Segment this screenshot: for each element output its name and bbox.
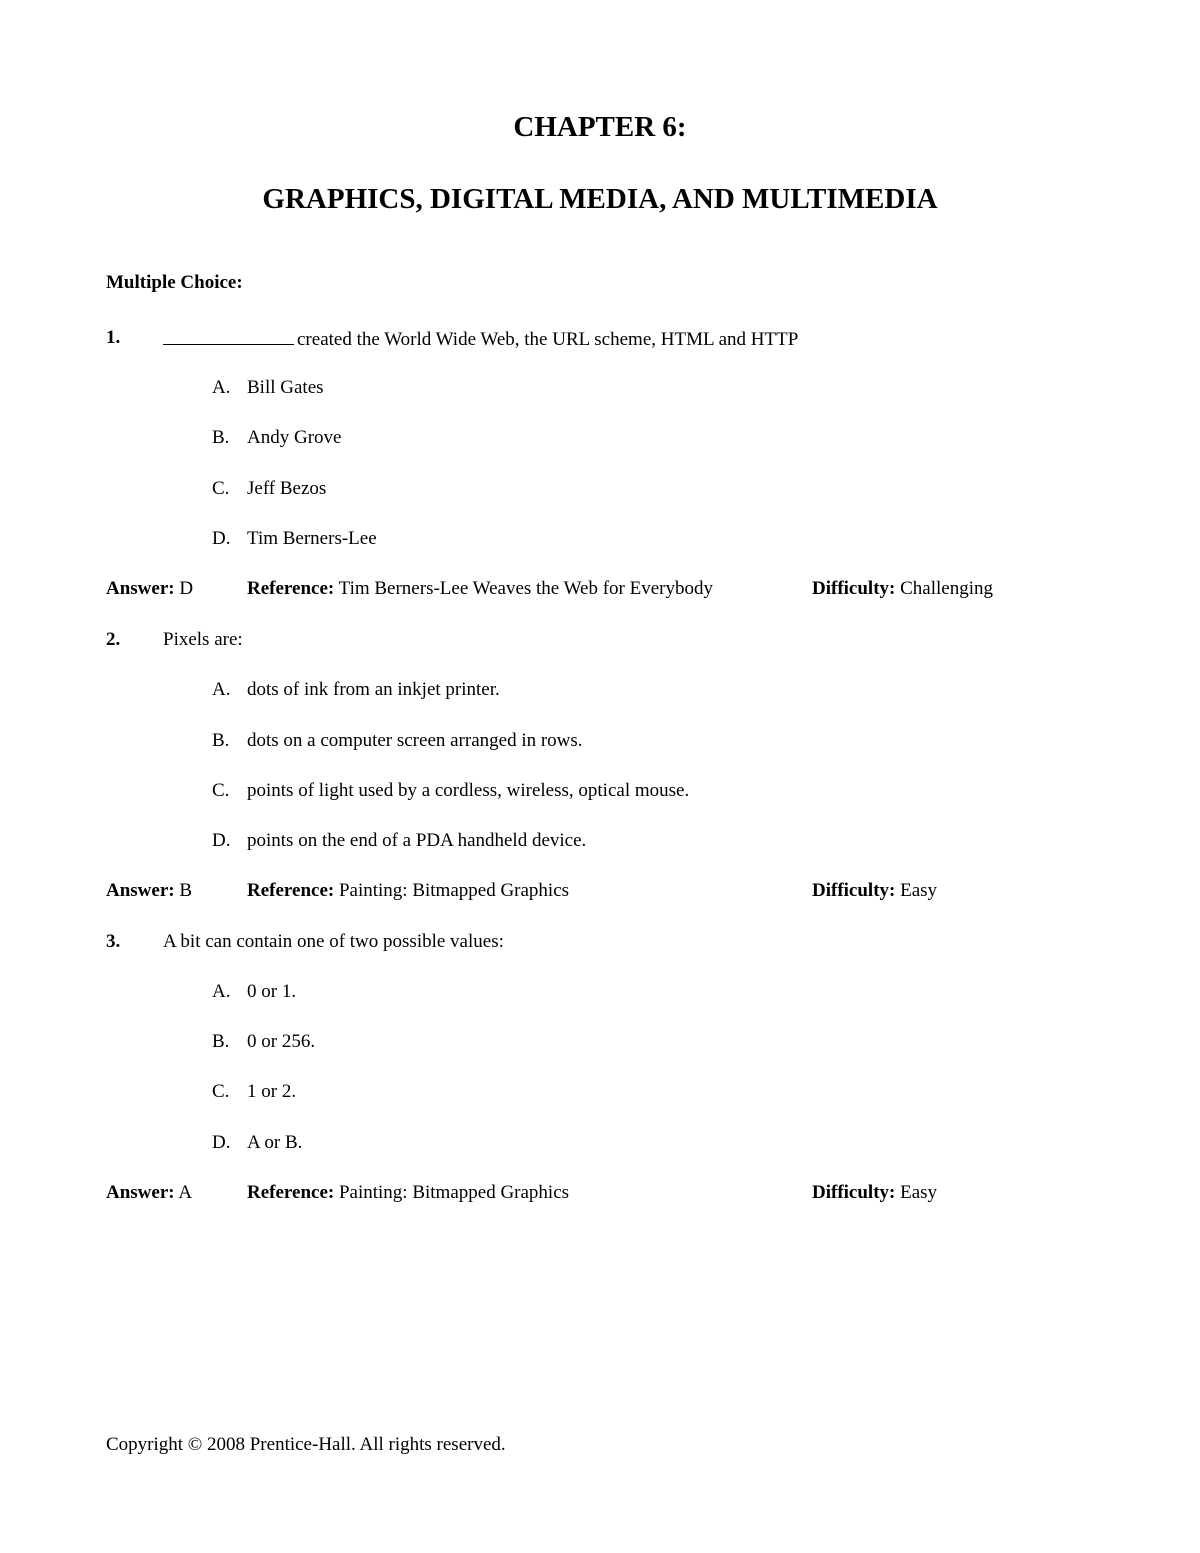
- question-text: Pixels are:: [163, 629, 243, 650]
- reference-label: Reference:: [247, 578, 335, 599]
- option-1b: [0, 426, 1200, 450]
- question-text: A bit can contain one of two possible values:: [163, 931, 504, 952]
- answer-value: D: [179, 578, 194, 599]
- difficulty-value: Challenging: [900, 578, 994, 599]
- option-letter: C.: [212, 780, 230, 801]
- option-text: dots on a computer screen arranged in rows.: [247, 730, 583, 751]
- option-letter: C.: [212, 1081, 230, 1102]
- copyright-footer: Copyright © 2008 Prentice-Hall. All rights reserved.: [106, 1434, 506, 1455]
- answer-label: Answer:: [106, 1182, 175, 1203]
- question-number: 1.: [106, 327, 121, 348]
- question-text: created the World Wide Web, the URL scheme, HTML and HTTP: [297, 329, 799, 350]
- option-1c: [0, 477, 1200, 501]
- option-text: Bill Gates: [247, 377, 324, 398]
- option-letter: A.: [212, 679, 231, 700]
- chapter-number-heading: CHAPTER 6:: [513, 111, 687, 143]
- reference-value: Painting: Bitmapped Graphics: [338, 1182, 570, 1203]
- option-1a: [0, 376, 1200, 400]
- option-letter: B.: [212, 427, 230, 448]
- answer-row-2: [0, 879, 1200, 903]
- option-3a: [0, 980, 1200, 1004]
- option-text: points of light used by a cordless, wireless, optical mouse.: [247, 780, 690, 801]
- answer-row-3: [0, 1181, 1200, 1205]
- answer-label: Answer:: [106, 880, 175, 901]
- option-text: Jeff Bezos: [247, 478, 327, 499]
- option-text: Andy Grove: [247, 427, 342, 448]
- answer-value: B: [179, 880, 193, 901]
- option-text: 1 or 2.: [247, 1081, 297, 1102]
- option-text: 0 or 256.: [247, 1031, 316, 1052]
- option-letter: C.: [212, 478, 230, 499]
- question-1: [0, 326, 1200, 350]
- option-2d: [0, 829, 1200, 853]
- option-2b: [0, 729, 1200, 753]
- question-3: [0, 930, 1200, 954]
- difficulty-value: Easy: [900, 880, 938, 901]
- answer-row-1: [0, 577, 1200, 601]
- fill-in-blank: [163, 326, 294, 345]
- reference-label: Reference:: [247, 1182, 335, 1203]
- difficulty-label: Difficulty:: [812, 1182, 896, 1203]
- difficulty-value: Easy: [900, 1182, 938, 1203]
- option-letter: A.: [212, 981, 231, 1002]
- question-number: 3.: [106, 931, 121, 952]
- option-2a: [0, 678, 1200, 702]
- option-letter: D.: [212, 1132, 231, 1153]
- option-letter: B.: [212, 1031, 230, 1052]
- option-3c: [0, 1080, 1200, 1104]
- question-2: [0, 628, 1200, 652]
- option-1d: [0, 527, 1200, 551]
- question-number: 2.: [106, 629, 121, 650]
- difficulty-label: Difficulty:: [812, 578, 896, 599]
- option-letter: D.: [212, 830, 231, 851]
- chapter-title-heading: GRAPHICS, DIGITAL MEDIA, AND MULTIMEDIA: [262, 183, 938, 215]
- option-letter: B.: [212, 730, 230, 751]
- option-text: dots of ink from an inkjet printer.: [247, 679, 500, 700]
- reference-label: Reference:: [247, 880, 335, 901]
- option-3b: [0, 1030, 1200, 1054]
- option-letter: A.: [212, 377, 231, 398]
- option-text: points on the end of a PDA handheld device.: [247, 830, 587, 851]
- option-3d: [0, 1131, 1200, 1155]
- option-text: Tim Berners-Lee: [247, 528, 377, 549]
- section-heading: Multiple Choice:: [106, 272, 243, 293]
- option-2c: [0, 779, 1200, 803]
- reference-value: Painting: Bitmapped Graphics: [338, 880, 570, 901]
- reference-value: Tim Berners-Lee Weaves the Web for Everybody: [338, 578, 714, 599]
- option-letter: D.: [212, 528, 231, 549]
- answer-value: A: [178, 1182, 193, 1203]
- option-text: 0 or 1.: [247, 981, 297, 1002]
- answer-label: Answer:: [106, 578, 175, 599]
- option-text: A or B.: [247, 1132, 303, 1153]
- difficulty-label: Difficulty:: [812, 880, 896, 901]
